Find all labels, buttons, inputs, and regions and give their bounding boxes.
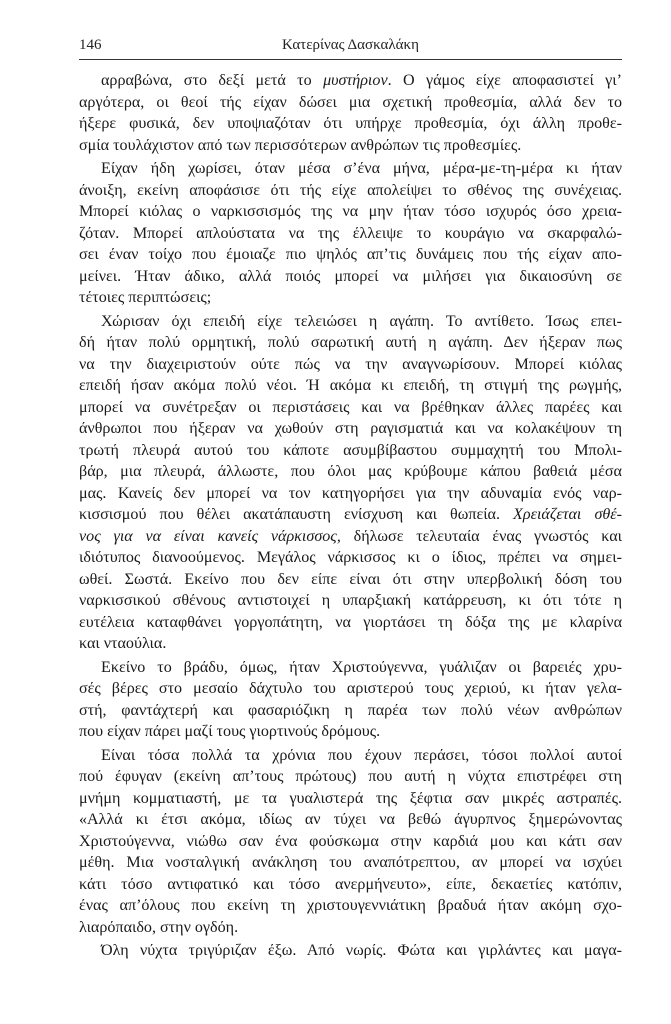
- text-run: και νταούλια.: [79, 635, 167, 652]
- paragraph: [79, 657, 622, 743]
- text-line: [79, 852, 622, 874]
- text-line: [79, 440, 622, 462]
- italic-text: νος για να είναι κανείς νάρκισσος: [79, 527, 337, 545]
- text-line: [79, 244, 622, 266]
- text-run: αργότερα, οι θεοί τής είχαν δώσει μια σχετική προθεσμία, αλλά δεν το: [79, 93, 622, 111]
- text-line: [79, 354, 622, 376]
- text-line: [79, 158, 622, 180]
- text-line: [79, 332, 622, 354]
- text-line: [79, 92, 622, 114]
- text-line: [79, 483, 622, 505]
- text-line: [79, 700, 622, 722]
- text-run: άνθρωποι που ήξεραν να χωθούν στη ραγισματιά και να κολακέψουν τη: [79, 420, 622, 437]
- text-line: [79, 895, 622, 917]
- text-run: μείνει. Ήταν άδικο, αλλά ποιός μπορεί να μιλήσει για δικαιοσύνη σε: [79, 267, 622, 285]
- text-run: ευτέλεια καταφθάνει γοργοπάτητη, να γιορτάσει τη δόξα της με κλαρίνα: [79, 613, 622, 631]
- text-run: λιαρόπαιδο, στην ογδόη.: [79, 918, 239, 936]
- text-line: [79, 526, 622, 548]
- text-line: [79, 788, 622, 810]
- text-line: [79, 375, 622, 397]
- text-run: σει έναν τοίχο που έμοιαζε πιο ψηλός απ’τις δυνάμεις που τής είχαν απο-: [79, 246, 622, 263]
- paragraph: [79, 70, 622, 156]
- text-run: αρραβώνα, στο δεξί μετά το: [101, 72, 324, 89]
- text-line: [79, 223, 622, 245]
- text-line: [79, 612, 622, 634]
- text-line: [79, 940, 622, 962]
- text-line: [79, 135, 622, 157]
- text-line: [79, 831, 622, 853]
- text-run: ζόταν. Μπορεί απλούστατα να της έλλειψε το κουράγιο να σκαρφαλώ-: [79, 224, 622, 242]
- text-line: [79, 461, 622, 483]
- text-run: Εκείνο το βράδυ, όμως, ήταν Χριστούγεννα, γυάλιζαν οι βαρειές χρυ-: [101, 658, 622, 676]
- italic-text: μυστήριον: [323, 72, 388, 89]
- text-line: [79, 766, 622, 788]
- text-run: πού έφυγαν (εκείνη απ’τους πρώτους) που αυτή η νύχτα επιστρέφει στη: [79, 768, 622, 785]
- text-run: μέθη. Μια νοσταλγική ανάκληση του αναπότρεπτου, αν μπορεί να ισχύει: [79, 854, 622, 871]
- text-line: [79, 721, 622, 743]
- text-run: μνήμη κομματιαστή, με τα γυαλιστερά της ξέφτια σαν μικρές αστραπές.: [79, 789, 622, 807]
- text-run: ιδιότυπος διανοούμενος. Μεγάλος νάρκισσος κι ο ίδιος, πρέπει να σημει-: [79, 549, 622, 566]
- text-line: [79, 201, 622, 223]
- text-run: κάτι τόσο αντιφατικό και τόσο ανερμήνευτο», είπε, δεκαετίες κατόπιν,: [79, 875, 622, 893]
- text-run: επειδή ήσαν ακόμα πολύ νέοι. Ή ακόμα κι επειδή, τη στιγμή της ρωγμής,: [79, 377, 622, 394]
- text-run: ναρκισσικού σθένους αντιστοιχεί η υπαρξιακή κατάρρευση, κι ότι τότε η: [79, 592, 622, 609]
- text-line: [79, 678, 622, 700]
- text-run: Είναι τόσα πολλά τα χρόνια που έχουν περάσει, τόσοι πολλοί αυτοί: [101, 746, 622, 764]
- text-line: [79, 418, 622, 440]
- text-run: που είχαν πάρει μαζί τους γιορτινούς δρόμους.: [79, 723, 381, 740]
- text-run: «Αλλά κι έτσι ακόμα, ιδίως αν τύχει να βεθώ άγυρπνος ξημερώνοντας: [79, 811, 622, 828]
- text-run: , δήλωσε τελευταία ένας γνωστός και: [336, 527, 622, 545]
- text-line: [79, 266, 622, 288]
- page-number: 146: [79, 37, 102, 53]
- text-run: . Ο γάμος είχε αποφασιστεί γι’: [387, 72, 622, 89]
- text-line: [79, 70, 622, 92]
- text-run: βάρ, μια πλευρά, άλλωστε, που όλοι μας κρύβουμε κάπου βαθειά μέσα: [79, 463, 622, 480]
- text-line: [79, 874, 622, 896]
- text-line: [79, 633, 622, 655]
- paragraph: [79, 940, 622, 962]
- text-line: [79, 397, 622, 419]
- text-run: μπορεί να συνέτρεξαν οι περιστάσεις και να βρέθηκαν άλλες παρέες και: [79, 398, 622, 416]
- text-run: ήξερε φυσικά, δεν υποψιαζόταν ότι υπήρχε προθεσμία, όχι άλλη προθε-: [79, 115, 622, 132]
- text-line: [79, 547, 622, 569]
- text-line: [79, 657, 622, 679]
- header-rule: [79, 59, 622, 60]
- header-author: Κατερίνας Δασκαλάκη: [282, 37, 419, 53]
- text-run: μας. Κανείς δεν μπορεί να τον κατηγορήσει για την αδυναμία ενός ναρ-: [79, 484, 622, 502]
- text-line: [79, 590, 622, 612]
- italic-text: Χρειάζεται σθέ-: [513, 506, 622, 523]
- text-run: δή ήταν πολύ ορμητική, πολύ σαρωτική αυτή η αγάπη. Δεν ήξεραν πως: [79, 334, 622, 351]
- text-run: κισσισμού που θέλει ακατάπαυστη ενίσχυση και θωπεία.: [79, 506, 514, 523]
- text-run: σές βέρες στο μεσαίο δάχτυλο του αριστερού τους χεριού, κι ήταν γελα-: [79, 680, 622, 697]
- text-line: [79, 745, 622, 767]
- text-run: άνοιξη, εκείνη αποφάσισε ότι τής είχε απολείψει το σθένος της συνέχειας.: [79, 181, 622, 199]
- text-run: σμία τουλάχιστον από των περισσότερων ανθρώπων τις προθεσμίες.: [79, 136, 522, 154]
- text-line: [79, 113, 622, 135]
- text-run: να την διαχειριστούν ούτε πώς να την αναγνωρίσουν. Μπορεί κιόλας: [79, 355, 622, 373]
- text-run: Είχαν ήδη χωρίσει, όταν μέσα σ’ένα μήνα, μέρα-με-τη-μέρα κι ήταν: [101, 160, 622, 177]
- text-run: ένας απ’όλους που εκείνη τη χριστουγεννιάτικη βραδυά ήταν ακόμη σχο-: [79, 897, 622, 914]
- text-run: ωθεί. Σωστά. Εκείνο που δεν είπε είναι ότι στην υπερβολική δόση του: [79, 570, 622, 588]
- text-line: [79, 180, 622, 202]
- text-line: [79, 809, 622, 831]
- text-line: [79, 917, 622, 939]
- text-line: [79, 504, 622, 526]
- text-run: Μπορεί κιόλας ο ναρκισσισμός της να μην ήταν τόσο ισχυρός όσο χρεια-: [79, 203, 622, 220]
- text-run: τρωτή πλευρά αυτού του κάποτε ασυμβίβαστου συμμαχητή του Μπολι-: [79, 441, 622, 459]
- paragraph: [79, 158, 622, 309]
- text-run: Όλη νύχτα τριγύριζαν έξω. Από νωρίς. Φώτα και γιρλάντες και μαγα-: [101, 942, 622, 959]
- text-run: Χώρισαν όχι επειδή είχε τελειώσει η αγάπη. Το αντίθετο. Ίσως επει-: [101, 312, 622, 330]
- text-run: Χριστούγεννα, νιώθω σαν ένα φούσκωμα στην καρδιά μου και κάτι σαν: [79, 832, 622, 850]
- paragraph: [79, 311, 622, 655]
- text-line: [79, 569, 622, 591]
- running-header: [79, 37, 622, 59]
- text-run: στή, φαντάχτερή και φασαριόζικη η παρέα των πολύ νέων ανθρώπων: [79, 701, 622, 719]
- body-text: [79, 70, 622, 962]
- text-line: [79, 311, 622, 333]
- text-line: [79, 287, 622, 309]
- paragraph: [79, 745, 622, 939]
- text-run: τέτοιες περιπτώσεις;: [79, 289, 212, 306]
